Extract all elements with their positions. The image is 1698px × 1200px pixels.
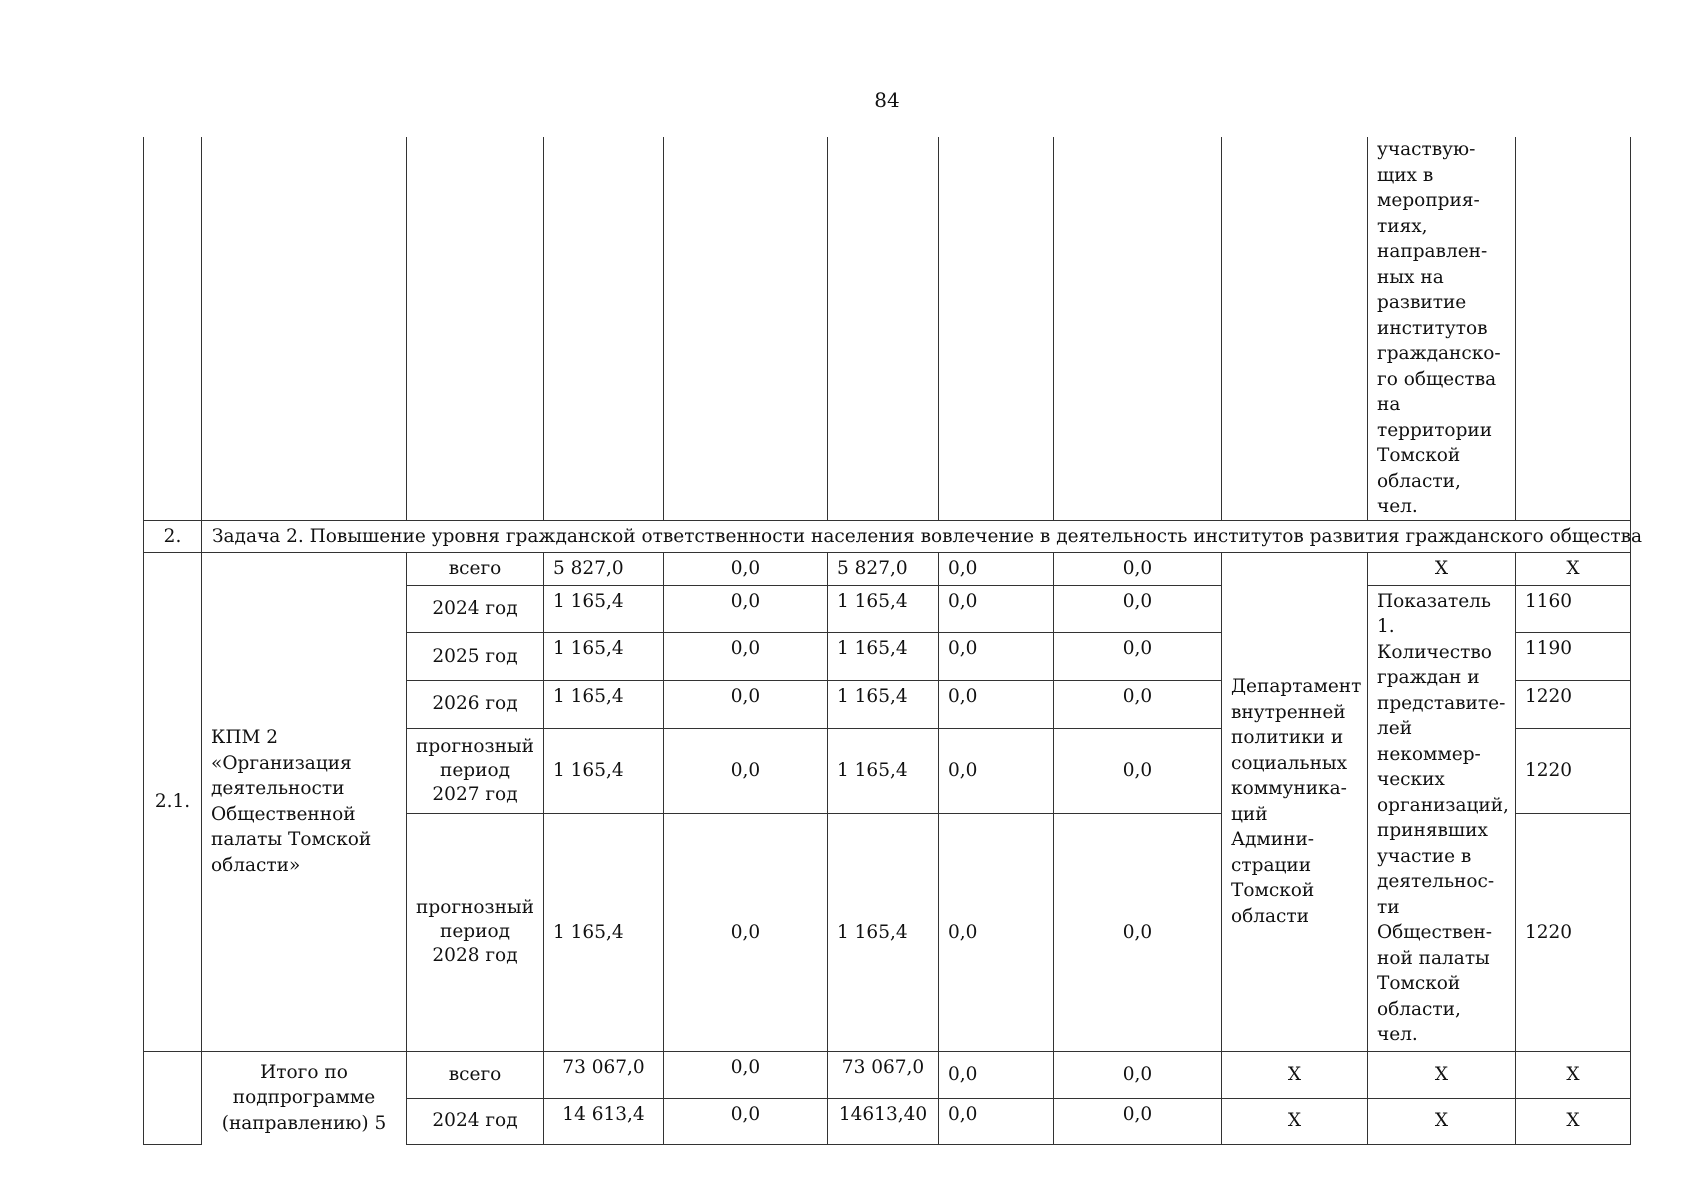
amount-federal: 0,0 [664,814,828,1051]
amount-federal: 0,0 [664,553,828,586]
amount-total: 1 165,4 [544,585,664,633]
amount-total: 1 165,4 [544,728,664,814]
amount-total: 5 827,0 [544,553,664,586]
cell-empty [544,137,664,520]
task-title: Задача 2. Повышение уровня гражданской ответственности населения вовлечение в деятельность институтов развития гражданского общества [202,520,1631,553]
amount-other: 0,0 [1054,585,1222,633]
indicator-name-x: X [1368,1098,1516,1144]
cell-empty [664,137,828,520]
task-number: 2. [144,520,202,553]
amount-other: 0,0 [1054,553,1222,586]
amount-regional: 1 165,4 [828,633,939,681]
amount-regional: 1 165,4 [828,680,939,728]
cell-empty [144,1051,202,1144]
indicator-value-x: X [1516,1098,1631,1144]
amount-other: 0,0 [1054,728,1222,814]
amount-local: 0,0 [939,1098,1054,1144]
executor: Департамент внутренней политики и социальных коммуника- ций Админи- страции Томской области [1222,553,1368,1052]
amount-other: 0,0 [1054,680,1222,728]
subtotal-row-total [144,1051,1631,1098]
period-cell: 2024 год [407,1098,544,1144]
indicator-value: 1160 [1516,585,1631,633]
indicator-value: 1190 [1516,633,1631,681]
amount-total: 1 165,4 [544,633,664,681]
amount-total: 1 165,4 [544,814,664,1051]
executor-x: X [1222,1051,1368,1098]
amount-local: 0,0 [939,814,1054,1051]
kpm-name: КПМ 2 «Организация деятельности Общественной палаты Томской области» [202,553,407,1052]
page-number: 84 [874,88,900,112]
amount-other: 0,0 [1054,814,1222,1051]
amount-federal: 0,0 [664,728,828,814]
kpm-number: 2.1. [144,553,202,1052]
amount-regional: 1 165,4 [828,728,939,814]
amount-total: 14 613,4 [544,1098,664,1144]
cell-empty [939,137,1054,520]
amount-local: 0,0 [939,728,1054,814]
amount-federal: 0,0 [664,1051,828,1098]
amount-local: 0,0 [939,680,1054,728]
amount-local: 0,0 [939,553,1054,586]
indicator-value: 1220 [1516,728,1631,814]
amount-regional: 5 827,0 [828,553,939,586]
amount-other: 0,0 [1054,633,1222,681]
task-row [144,520,1631,553]
indicator-value: 1220 [1516,680,1631,728]
kpm-row-total [144,553,1631,586]
amount-federal: 0,0 [664,1098,828,1144]
amount-regional: 73 067,0 [828,1051,939,1098]
amount-total: 73 067,0 [544,1051,664,1098]
amount-local: 0,0 [939,633,1054,681]
amount-regional: 1 165,4 [828,585,939,633]
cell-empty [1054,137,1222,520]
period-cell: 2026 год [407,680,544,728]
amount-regional: 14613,40 [828,1098,939,1144]
amount-local: 0,0 [939,1051,1054,1098]
period-cell: всего [407,553,544,586]
cell-empty [1516,137,1631,520]
budget-table [143,137,1643,1145]
indicator-value: 1220 [1516,814,1631,1051]
amount-total: 1 165,4 [544,680,664,728]
indicator-value-x: X [1516,1051,1631,1098]
indicator-value: X [1516,553,1631,586]
period-cell: прогнозный период 2027 год [407,728,544,814]
cell-empty [828,137,939,520]
cell-empty [202,137,407,520]
indicator-name-x: X [1368,553,1516,586]
amount-other: 0,0 [1054,1051,1222,1098]
amount-other: 0,0 [1054,1098,1222,1144]
indicator-name: Показатель 1. Количество граждан и представите- лей некоммер- ческих организаций, принявших участие в деятельнос- ти Обществен- ной палаты Томской области, чел. [1368,585,1516,1051]
period-cell: прогнозный период 2028 год [407,814,544,1051]
subtotal-label: Итого по подпрограмме (направлению) 5 [202,1051,407,1144]
amount-regional: 1 165,4 [828,814,939,1051]
amount-federal: 0,0 [664,680,828,728]
cell-empty [1222,137,1368,520]
period-cell: всего [407,1051,544,1098]
amount-federal: 0,0 [664,585,828,633]
cell-empty [144,137,202,520]
indicator-name-continued: участвую- щих в мероприя- тиях, направлен- ных на развитие институтов гражданско- го общества на территории Томской области, чел. [1368,137,1516,520]
period-cell: 2025 год [407,633,544,681]
amount-federal: 0,0 [664,633,828,681]
executor-x: X [1222,1098,1368,1144]
cell-empty [407,137,544,520]
period-cell: 2024 год [407,585,544,633]
continuation-row [144,137,1631,520]
indicator-name-x: X [1368,1051,1516,1098]
amount-local: 0,0 [939,585,1054,633]
